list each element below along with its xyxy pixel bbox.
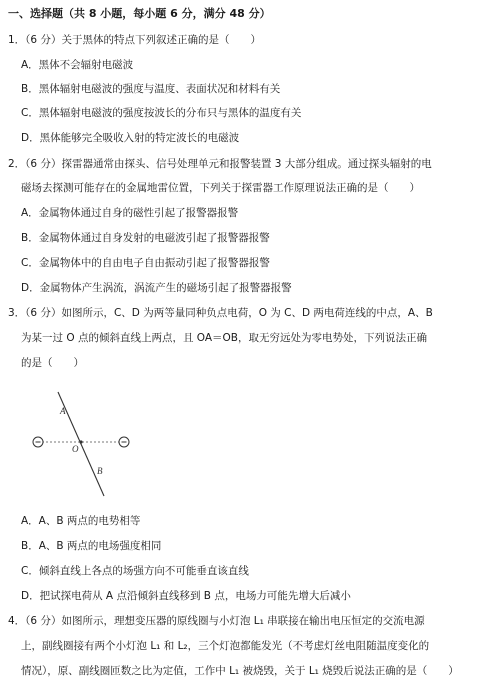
charge-c: [33, 437, 43, 447]
charge-d: [119, 437, 129, 447]
question-3-option-c: C．倾斜直线上各点的场强方向不可能垂直该直线: [21, 565, 249, 577]
question-2-stem-line-2: 磁场去探测可能存在的金属地雷位置，下列关于探雷器工作原理说法正确的是（ ）: [21, 182, 420, 194]
question-3-option-b: B．A、B 两点的电场强度相同: [21, 540, 162, 552]
label-a: A: [60, 406, 66, 416]
question-1-option-a: A．黑体不会辐射电磁波: [21, 59, 134, 71]
question-3-option-a: A．A、B 两点的电势相等: [21, 515, 141, 527]
question-4-stem-line-2: 上，副线圈接有两个小灯泡 L₁ 和 L₂，三个灯泡都能发光（不考虑灯丝电阻随温度变化的: [21, 640, 430, 652]
question-2-option-d: D．金属物体产生涡流，涡流产生的磁场引起了报警器报警: [21, 282, 292, 294]
question-2-stem-line-1: 2．（6 分）探雷器通常由探头、信号处理单元和报警装置 3 大部分组成。通过探头辐射的电: [8, 158, 432, 170]
question-1-option-b: B．黑体辐射电磁波的强度与温度、表面状况和材料有关: [21, 83, 281, 95]
question-3-stem-line-2: 为某一过 O 点的倾斜直线上两点，且 OA＝OB，取无穷远处为零电势处，下列说法正确: [21, 332, 428, 344]
label-b: B: [97, 466, 103, 476]
question-1-stem: 1．（6 分）关于黑体的特点下列叙述正确的是（ ）: [8, 34, 261, 46]
question-3-stem-line-1: 3．（6 分）如图所示，C、D 为两等量同种负点电荷，O 为 C、D 两电荷连线的中点，A、B: [8, 307, 433, 319]
question-2-option-c: C．金属物体中的自由电子自由振动引起了报警器报警: [21, 257, 270, 269]
question-4-stem-line-3: 情况），原、副线圈匝数之比为定值，工作中 L₁ 被烧毁，关于 L₁ 烧毁后说法正确的是（ ）: [21, 665, 459, 677]
question-1-option-c: C．黑体辐射电磁波的强度按波长的分布只与黑体的温度有关: [21, 107, 302, 119]
question-3-option-d: D．把试探电荷从 A 点沿倾斜直线移到 B 点，电场力可能先增大后减小: [21, 590, 351, 602]
point-o: [79, 440, 82, 443]
section-title: 一、选择题（共 8 小题，每小题 6 分，满分 48 分）: [8, 7, 271, 20]
question-4-stem-line-1: 4．（6 分）如图所示，理想变压器的原线圈与小灯泡 L₁ 串联接在输出电压恒定的交流电源: [8, 615, 425, 627]
question-2-option-b: B．金属物体通过自身发射的电磁波引起了报警器报警: [21, 232, 270, 244]
question-2-option-a: A．金属物体通过自身的磁性引起了报警器报警: [21, 207, 239, 219]
question-1-option-d: D．黑体能够完全吸收入射的特定波长的电磁波: [21, 132, 240, 144]
label-o: O: [72, 444, 79, 454]
question-3-stem-line-3: 的是（ ）: [21, 357, 84, 369]
